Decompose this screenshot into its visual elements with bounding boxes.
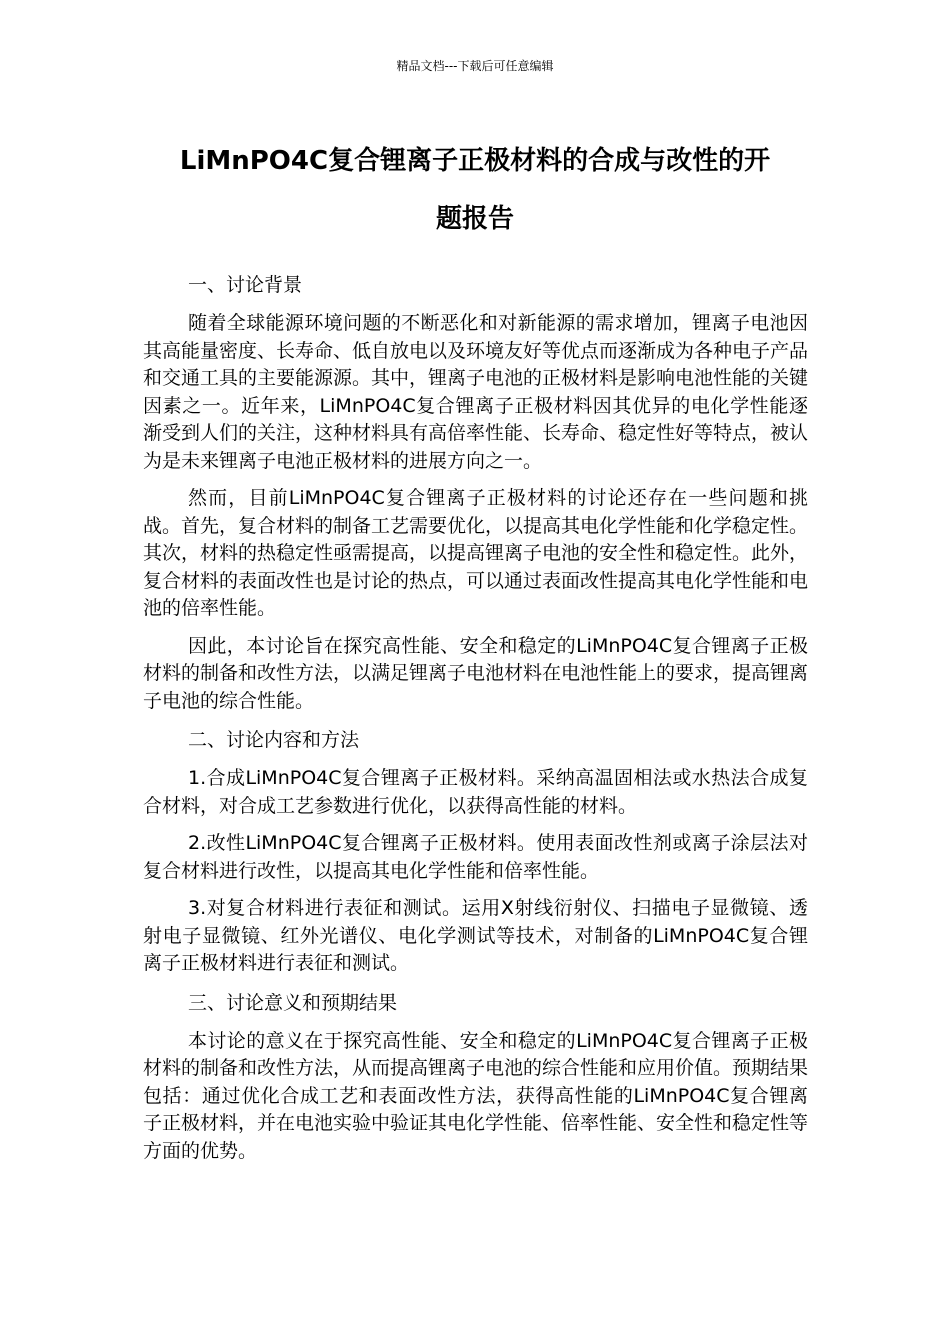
document-body — [143, 270, 808, 1175]
title-line-2: 题报告 — [435, 204, 514, 234]
section-heading-background: 一、讨论背景 — [188, 274, 303, 296]
paragraph-background-2: 然而，目前LiMnPO4C复合锂离子正极材料的讨论还存在一些问题和挑战。首先，复合材料的制备工艺需要优化，以提高其电化学性能和化学稳定性。其次，材料的热稳定性亟需提高，以提高锂离子电池的安全性和稳定性。此外，复合材料的表面改性也是讨论的热点，可以通过表面改性提高其电化学性能和电池的倍率性能。 — [143, 487, 809, 619]
paragraph-background-1: 随着全球能源环境问题的不断恶化和对新能源的需求增加，锂离子电池因其高能量密度、长寿命、低自放电以及环境友好等优点而逐渐成为各种电子产品和交通工具的主要能源源。其中，锂离子电池的正极材料是影响电池性能的关键因素之一。近年来，LiMnPO4C复合锂离子正极材料因其优异的电化学性能逐渐受到人们的关注，这种材料具有高倍率性能、长寿命、稳定性好等特点，被认为是未来锂离子电池正极材料的进展方向之一。 — [143, 312, 809, 472]
header-note: 精品文档---下载后可任意编辑 — [396, 59, 554, 73]
paragraph-background-3: 因此，本讨论旨在探究高性能、安全和稳定的LiMnPO4C复合锂离子正极材料的制备和改性方法，以满足锂离子电池材料在电池性能上的要求，提高锂离子电池的综合性能。 — [143, 634, 809, 712]
paragraph-significance-1: 本讨论的意义在于探究高性能、安全和稳定的LiMnPO4C复合锂离子正极材料的制备和改性方法，从而提高锂离子电池的综合性能和应用价值。预期结果包括：通过优化合成工艺和表面改性方法，获得高性能的LiMnPO4C复合锂离子正极材料，并在电池实验中验证其电化学性能、倍率性能、安全性和稳定性等方面的优势。 — [143, 1029, 809, 1162]
paragraph-method-1: 1.合成LiMnPO4C复合锂离子正极材料。采纳高温固相法或水热法合成复合材料，对合成工艺参数进行优化，以获得高性能的材料。 — [143, 767, 808, 817]
paragraph-method-2: 2.改性LiMnPO4C复合锂离子正极材料。使用表面改性剂或离子涂层法对复合材料进行改性，以提高其电化学性能和倍率性能。 — [143, 832, 808, 882]
title-line-1: LiMnPO4C复合锂离子正极材料的合成与改性的开 — [179, 146, 771, 176]
paragraph-method-3: 3.对复合材料进行表征和测试。运用X射线衍射仪、扫描电子显微镜、透射电子显微镜、红外光谱仪、电化学测试等技术，对制备的LiMnPO4C复合锂离子正极材料进行表征和测试。 — [143, 897, 808, 974]
section-heading-significance: 三、讨论意义和预期结果 — [188, 991, 398, 1014]
document-title — [140, 132, 810, 248]
section-heading-content-methods: 二、讨论内容和方法 — [188, 729, 360, 751]
